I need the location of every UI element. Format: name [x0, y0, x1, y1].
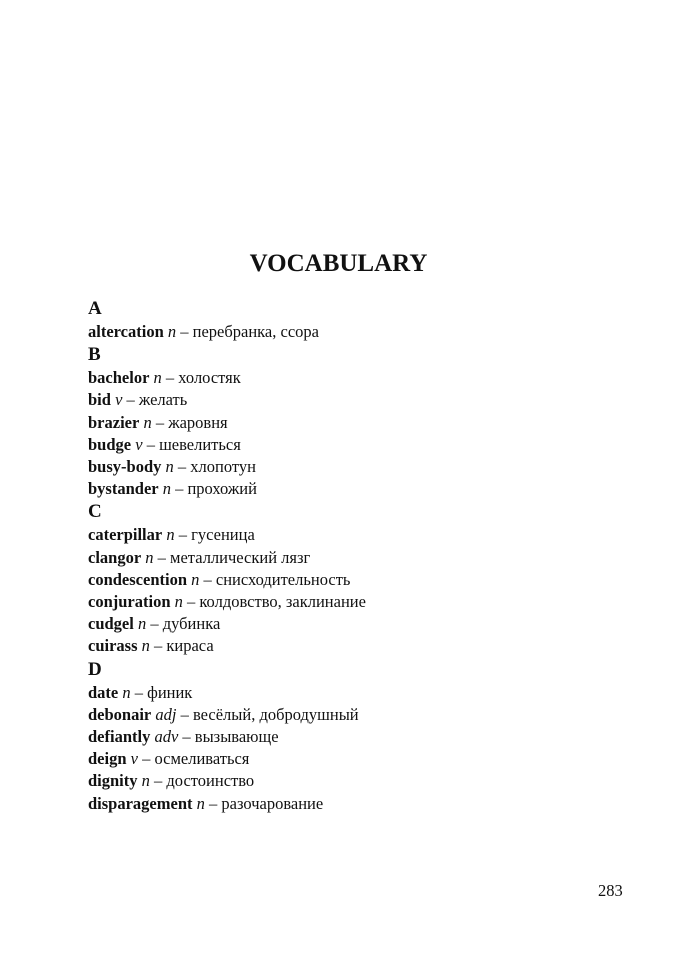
entry-translation: – разочарование: [209, 793, 324, 813]
entry-word: conjuration: [88, 592, 171, 612]
entry-translation: – прохожий: [175, 479, 257, 499]
entry-part-of-speech: n: [196, 793, 205, 813]
entry-translation: – кираса: [154, 636, 214, 656]
entry-part-of-speech: n: [167, 322, 177, 341]
page-number: 283: [598, 881, 623, 900]
entry-word: bid: [88, 390, 111, 410]
entry-word: caterpillar: [88, 525, 163, 545]
entry-word: brazier: [88, 412, 140, 432]
entry-part-of-speech: n: [166, 525, 175, 545]
entry-translation: – хлопотун: [177, 457, 256, 477]
entry-part-of-speech: adj: [155, 704, 177, 724]
entry-word: cuirass: [88, 636, 138, 656]
vocab-entry: [88, 569, 628, 591]
entry-part-of-speech: v: [135, 434, 143, 454]
entry-part-of-speech: n: [165, 457, 174, 477]
entry-translation: – металлический лязг: [157, 547, 311, 567]
entry-word: clangor: [88, 547, 142, 567]
entry-translation: – холостяк: [165, 368, 241, 388]
entry-part-of-speech: n: [141, 771, 150, 791]
entry-word: bystander: [88, 479, 159, 499]
vocab-entry: [88, 726, 628, 748]
entry-translation: – желать: [126, 390, 188, 410]
entry-word: defiantly: [88, 727, 151, 747]
section-letter: D: [88, 658, 102, 680]
vocab-section: [88, 297, 628, 343]
vocab-entry: [88, 389, 628, 411]
entry-translation: – шевелиться: [146, 434, 241, 454]
vocab-entry: [88, 367, 628, 389]
section-letter: C: [88, 501, 102, 523]
vocab-entry: [88, 635, 628, 657]
entry-part-of-speech: n: [141, 636, 150, 656]
vocab-entry: [88, 412, 628, 434]
entry-translation: – осмеливаться: [142, 749, 250, 769]
entry-translation: – жаровня: [155, 412, 228, 432]
vocabulary-list: [88, 297, 628, 815]
entry-word: budge: [88, 434, 132, 454]
entry-word: bachelor: [88, 368, 150, 388]
vocab-entry: [88, 793, 628, 815]
entry-word: date: [88, 682, 119, 702]
entry-translation: – финик: [134, 682, 193, 702]
entry-translation: – вызывающе: [182, 727, 279, 747]
vocab-entry: [88, 748, 628, 770]
entry-word: cudgel: [88, 614, 134, 634]
entry-translation: – достоинство: [154, 771, 255, 791]
vocab-entry: [88, 321, 628, 343]
entry-word: condescention: [88, 569, 187, 589]
vocab-section: [88, 500, 628, 657]
vocab-entry: [88, 682, 628, 704]
entry-part-of-speech: adv: [154, 727, 179, 747]
vocab-entry: [88, 547, 628, 569]
entry-part-of-speech: n: [162, 479, 171, 499]
entry-word: deign: [88, 749, 127, 769]
entry-word: debonair: [88, 704, 152, 724]
vocab-entry: [88, 456, 628, 478]
entry-translation: – дубинка: [150, 614, 221, 634]
entry-part-of-speech: n: [137, 614, 147, 634]
entry-part-of-speech: v: [115, 390, 123, 410]
entry-translation: – снисходительность: [203, 569, 351, 589]
vocab-entry: [88, 770, 628, 792]
entry-translation: – гусеница: [178, 525, 255, 545]
entry-word: altercation: [88, 322, 164, 341]
vocab-entry: [88, 524, 628, 546]
entry-part-of-speech: v: [130, 749, 138, 769]
entry-part-of-speech: n: [145, 547, 154, 567]
entry-translation: – колдовство, заклинание: [187, 592, 366, 612]
vocab-entry: [88, 478, 628, 500]
entry-word: disparagement: [88, 793, 193, 813]
vocab-section: [88, 343, 628, 500]
vocab-entry: [88, 591, 628, 613]
entry-part-of-speech: n: [191, 569, 200, 589]
page-title: VOCABULARY: [249, 250, 428, 277]
vocab-entry: [88, 704, 628, 726]
section-letter: A: [88, 298, 102, 319]
entry-translation: – весёлый, добродушный: [180, 704, 359, 724]
entry-part-of-speech: n: [143, 412, 152, 432]
vocab-entry: [88, 434, 628, 456]
entry-part-of-speech: n: [174, 592, 183, 612]
entry-part-of-speech: n: [122, 682, 131, 702]
entry-word: busy-body: [88, 457, 162, 477]
section-letter: B: [88, 344, 101, 366]
vocab-section: [88, 658, 628, 815]
entry-word: dignity: [88, 771, 138, 791]
entry-translation: – перебранка, ссора: [180, 322, 319, 341]
entry-part-of-speech: n: [153, 368, 162, 388]
vocab-entry: [88, 613, 628, 635]
